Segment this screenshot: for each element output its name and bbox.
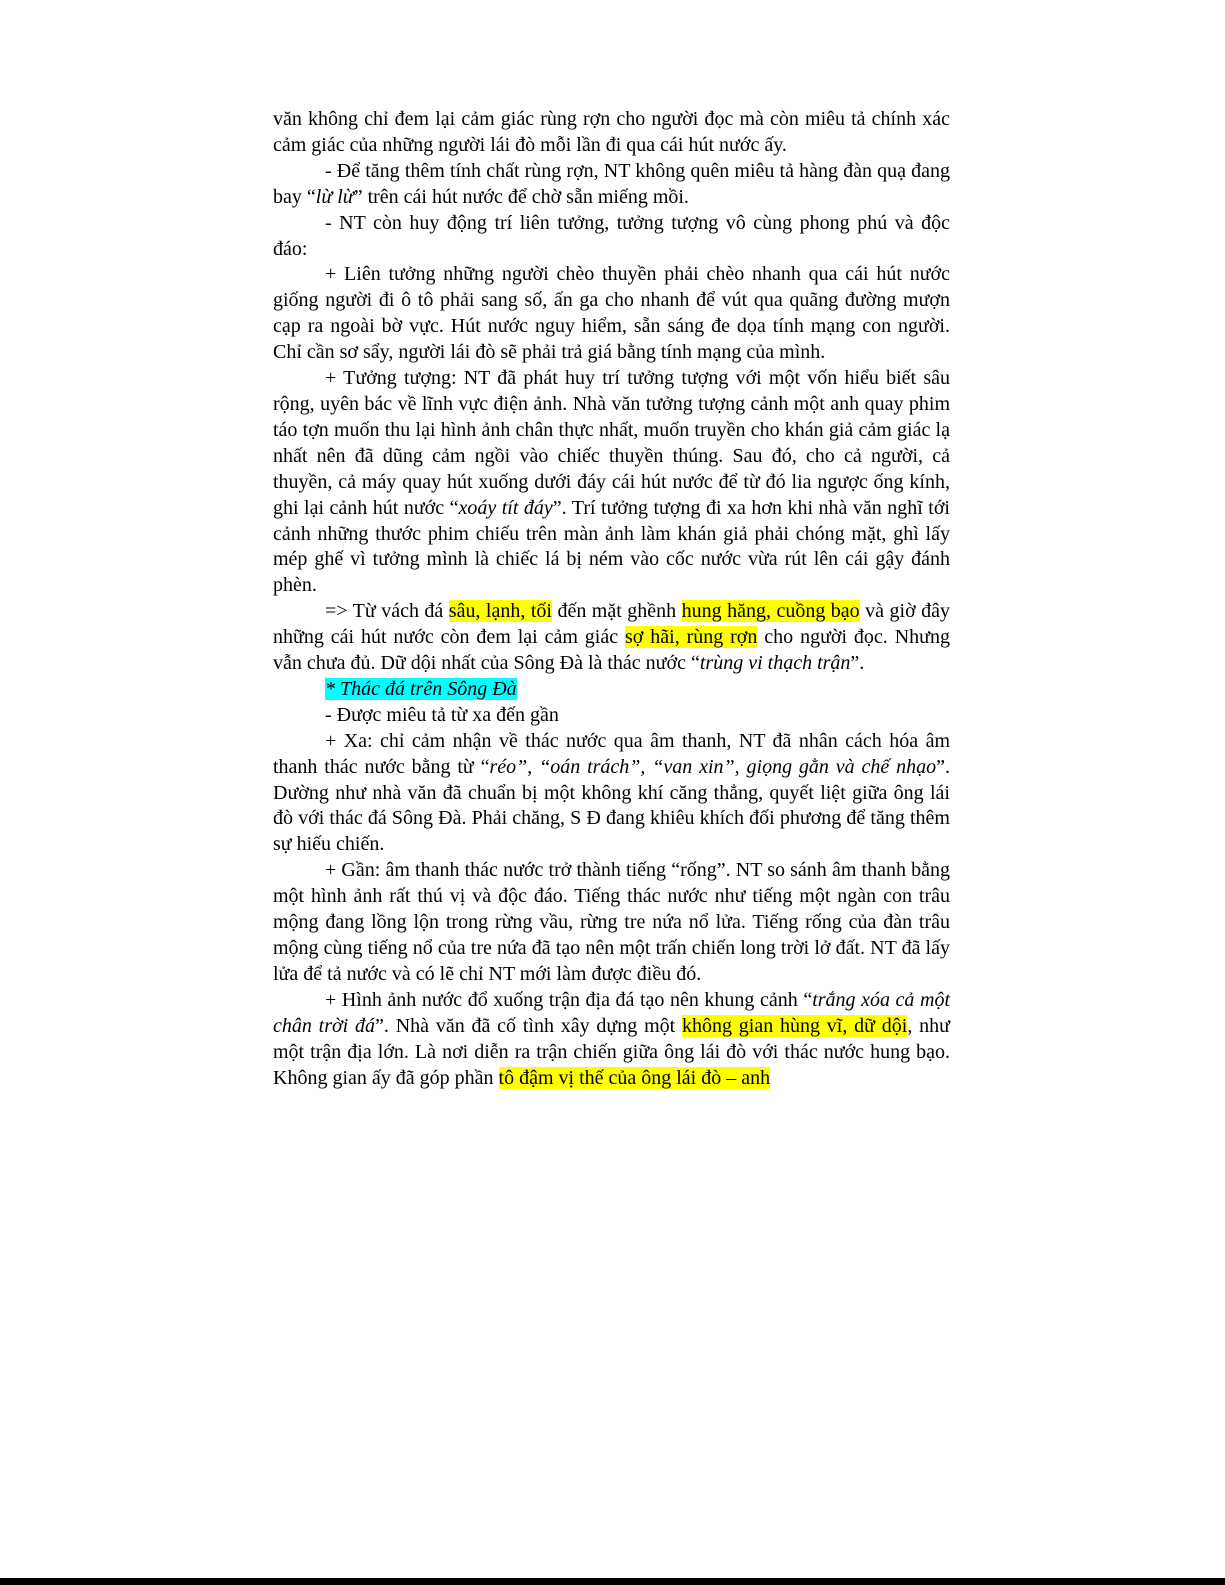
paragraph-p9	[273, 729, 950, 859]
text-run: - Để tăng thêm tính chất rùng rợn, NT không quên miêu tả hàng đàn quạ đang bay “	[273, 159, 950, 208]
text-run: và giờ đây những cái hút nước còn đem lại cảm giác	[273, 600, 951, 649]
text-run: + Xa: chỉ cảm nhận về thác nước qua âm thanh, NT đã nhân cách hóa âm thanh thác nước bằng từ “	[273, 729, 950, 778]
text-run: trắng xóa cả một chân trời đá	[273, 988, 951, 1037]
text-run: lừ lừ	[315, 185, 354, 208]
page-bottom-border	[0, 1578, 1225, 1585]
text-run: xoáy tít đáy	[458, 496, 553, 519]
text-run: trùng vi thạch trận	[699, 652, 851, 675]
text-run: văn không chỉ đem lại cảm giác rùng rợn cho người đọc mà còn miêu tả chính xác cảm giác của những người lái đò mỗi lần đi qua cái hút nước ấy.	[273, 108, 950, 156]
text-run: - Được miêu tả từ xa đến gần	[325, 703, 559, 726]
text-run: + Hình ảnh nước đổ xuống trận địa đá tạo nên khung cảnh “	[325, 988, 813, 1011]
text-run: - NT còn huy động trí liên tưởng, tưởng tượng vô cùng phong phú và độc đáo:	[273, 211, 950, 260]
paragraph-p2	[273, 159, 950, 211]
text-run: => Từ vách đá	[325, 600, 449, 623]
text-run: ” trên cái hút nước để chờ sẵn miếng mồi.	[353, 185, 689, 208]
paragraph-p8	[273, 703, 950, 729]
paragraph-p10	[273, 858, 950, 988]
paragraph-p5	[273, 366, 950, 599]
highlighted-text: sâu, lạnh, tối	[448, 600, 552, 623]
highlighted-text: sợ hãi, rùng rợn	[625, 626, 758, 649]
text-run: + Gần: âm thanh thác nước trở thành tiếng “rống”. NT so sánh âm thanh bằng một hình ảnh rất thú vị và độc đáo. Tiếng thác nước như tiếng một ngàn con trâu mộng đang lồng lộn trong rừng vầu, rừng tre nứa nổ lửa. Tiếng rống của đàn trâu mộng cùng tiếng nổ của tre nứa đã tạo nên một trấn chiến long trời lở đất. NT đã lấy lửa để tả nước và có lẽ chỉ NT mới làm được điều đó.	[273, 859, 950, 985]
paragraph-p7	[273, 677, 950, 703]
paragraph-p3	[273, 211, 950, 263]
highlighted-text: tô đậm vị thế của ông lái đò – anh	[498, 1066, 771, 1089]
paragraph-p11	[273, 988, 950, 1092]
text-run: + Liên tưởng những người chèo thuyền phải chèo nhanh qua cái hút nước giống người đi ô tô phải sang số, ấn ga cho nhanh để vút qua quãng đường mượn cạp ra ngoài bờ vực. Hút nước nguy hiểm, sẵn sáng đe dọa tính mạng con người. Chỉ cần sơ sẩy, người lái đò sẽ phải trả giá bằng tính mạng của mình.	[273, 263, 950, 364]
paragraph-p1	[273, 107, 950, 159]
text-run: ”. Dường như nhà văn đã chuẩn bị một không khí căng thẳng, quyết liệt giữa ông lái đò với thác đá Sông Đà. Phải chăng, S Đ đang khiêu khích đối phương để tăng thêm sự hiếu chiến.	[273, 755, 950, 856]
text-run: ”. Nhà văn đã cố tình xây dựng một	[375, 1014, 682, 1037]
text-run: cho người đọc. Nhưng vẫn chưa đủ. Dữ dội nhất của Sông Đà là thác nước “	[273, 626, 950, 675]
text-run: + Tưởng tượng: NT đã phát huy trí tưởng tượng với một vốn hiểu biết sâu rộng, uyên bác về lĩnh vực điện ảnh. Nhà văn tưởng tượng cảnh một anh quay phim táo tợn muốn thu lại hình ảnh chân thực nhất, muốn truyền cho khán giả cảm giác lạ nhất nên đã dũng cảm ngồi vào chiếc thuyền thúng. Sau đó, cho cả người, cả thuyền, cả máy quay hút xuống dưới đáy cái hút nước để từ đó lia ngược ống kính, ghi lại cảnh hút nước “	[273, 367, 950, 519]
highlighted-text: không gian hùng vĩ, dữ dội	[681, 1014, 908, 1037]
paragraph-p4	[273, 262, 950, 366]
text-run: , như một trận địa lớn. Là nơi diễn ra trận chiến giữa ông lái đò với thác nước hung bạo. Không gian ấy đã góp phần	[273, 1014, 950, 1089]
highlighted-text: hung hăng, cuồng bạo	[681, 600, 860, 623]
paragraph-p6	[273, 599, 950, 677]
text-run: ”.	[850, 652, 865, 675]
text-run: ”. Trí tưởng tượng đi xa hơn khi nhà văn nghĩ tới cảnh những thước phim chiếu trên màn ảnh làm khán giả phải chóng mặt, ghì lấy mép ghế vì tưởng mình là chiếc lá bị ném vào cốc nước vừa rút lên cái gậy đánh phèn.	[273, 496, 950, 597]
document-page	[273, 107, 950, 1091]
highlighted-text: * Thác đá trên Sông Đà	[325, 677, 517, 700]
text-run: đến mặt ghềnh	[551, 600, 682, 623]
text-run: réo”, “oán trách”, “van xin”, giọng gằn và chế nhạo	[489, 755, 937, 778]
